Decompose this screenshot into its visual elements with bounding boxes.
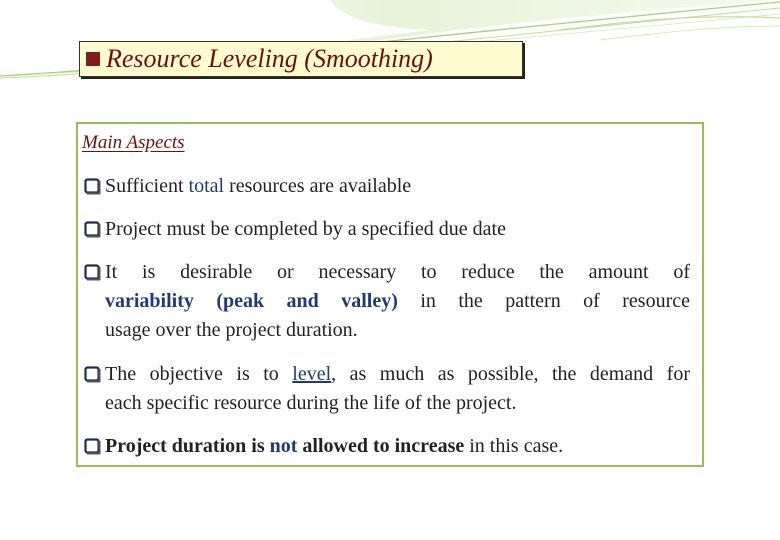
bullet-item-5 bbox=[84, 432, 690, 461]
square-bullet-icon bbox=[86, 52, 100, 66]
bullet-item-1 bbox=[84, 172, 690, 201]
bullet-text-5: Project duration is not allowed to increase in this case. bbox=[105, 435, 564, 457]
title-banner bbox=[79, 41, 523, 77]
bullet-text-1: Sufficient total resources are available bbox=[105, 175, 412, 197]
bullet-text-3-line-1: It is desirable or necessary to reduce the amount of bbox=[105, 261, 690, 283]
bullet-text-3-line-2: variability (peak and valley) in the pattern of resource bbox=[105, 290, 690, 312]
slide-title: Resource Leveling (Smoothing) bbox=[106, 44, 433, 73]
checkbox-bullet-icon bbox=[84, 178, 101, 195]
checkbox-bullet-icon bbox=[84, 366, 101, 383]
bullet-item-2 bbox=[84, 215, 690, 244]
bullet-text-4-line-1: The objective is to level, as much as possible, the demand for bbox=[105, 363, 691, 385]
bullet-text-4-line-2: each specific resource during the life of the project. bbox=[105, 392, 517, 414]
bullet-text-2: Project must be completed by a specified due date bbox=[105, 218, 506, 240]
checkbox-bullet-icon bbox=[84, 221, 101, 238]
checkbox-bullet-icon bbox=[84, 438, 101, 455]
bullet-item-4 bbox=[84, 360, 690, 418]
bullet-text-3-line-3: usage over the project duration. bbox=[105, 319, 358, 341]
section-heading: Main Aspects bbox=[82, 132, 185, 153]
checkbox-bullet-icon bbox=[84, 264, 101, 281]
bullet-item-3 bbox=[84, 258, 690, 345]
